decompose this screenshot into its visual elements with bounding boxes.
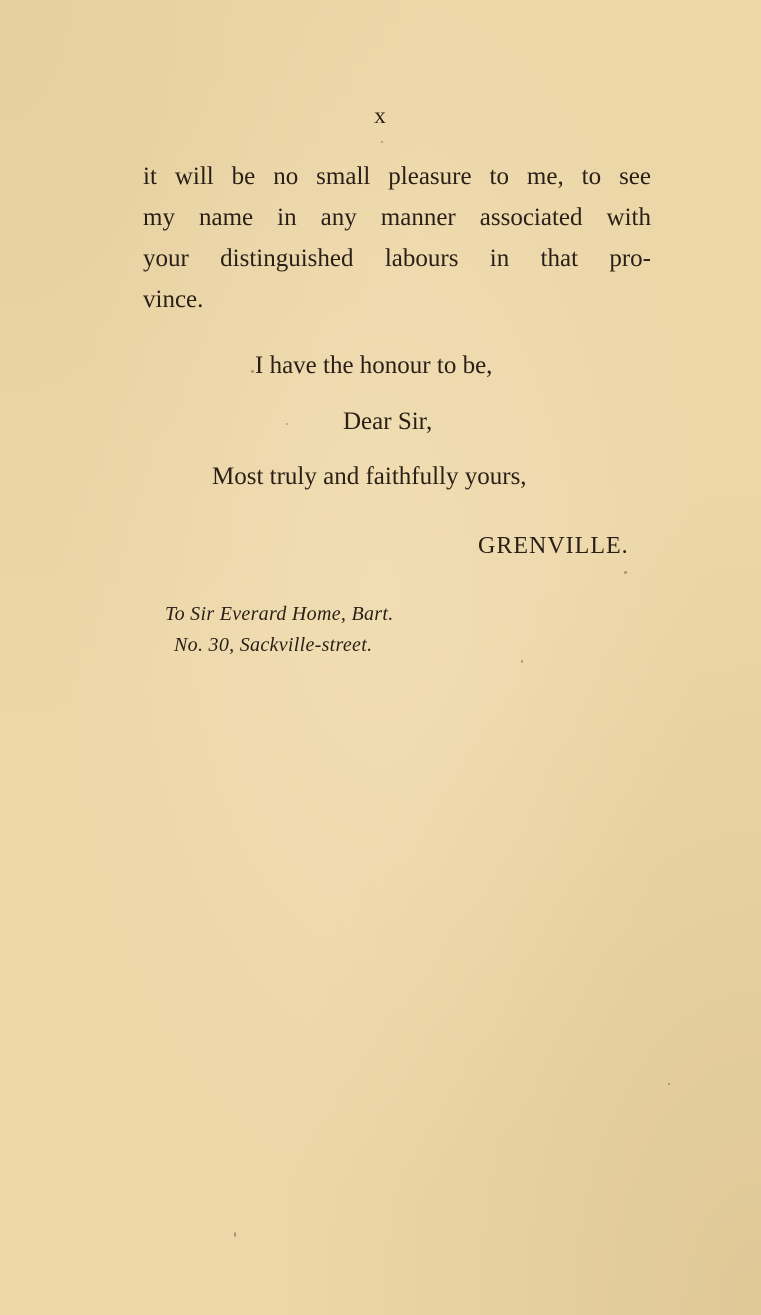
- paper-speck: [234, 1232, 236, 1237]
- paper-speck: [286, 423, 288, 425]
- closing-salutation: Dear Sir,: [343, 408, 433, 435]
- signature: GRENVILLE.: [478, 533, 629, 559]
- paragraph-line: vince.: [143, 286, 204, 313]
- page-number: x: [374, 103, 387, 128]
- paper-speck: [624, 571, 627, 574]
- paper-speck: [668, 1083, 670, 1085]
- closing-valediction: Most truly and faithfully yours,: [212, 463, 527, 490]
- paragraph-line: my name in any manner associated with: [143, 204, 651, 231]
- paper-speck: [381, 141, 383, 143]
- addressee-address: No. 30, Sackville-street.: [174, 634, 373, 656]
- addressee-name: To Sir Everard Home, Bart.: [165, 603, 394, 625]
- paragraph-line: it will be no small pleasure to me, to see: [143, 163, 651, 190]
- paper-speck: [521, 660, 523, 663]
- closing-line-honour: I have the honour to be,: [255, 352, 493, 379]
- paper-speck: [251, 370, 254, 373]
- paragraph-line: your distinguished labours in that pro-: [143, 245, 651, 272]
- letter-paragraph: [143, 156, 651, 320]
